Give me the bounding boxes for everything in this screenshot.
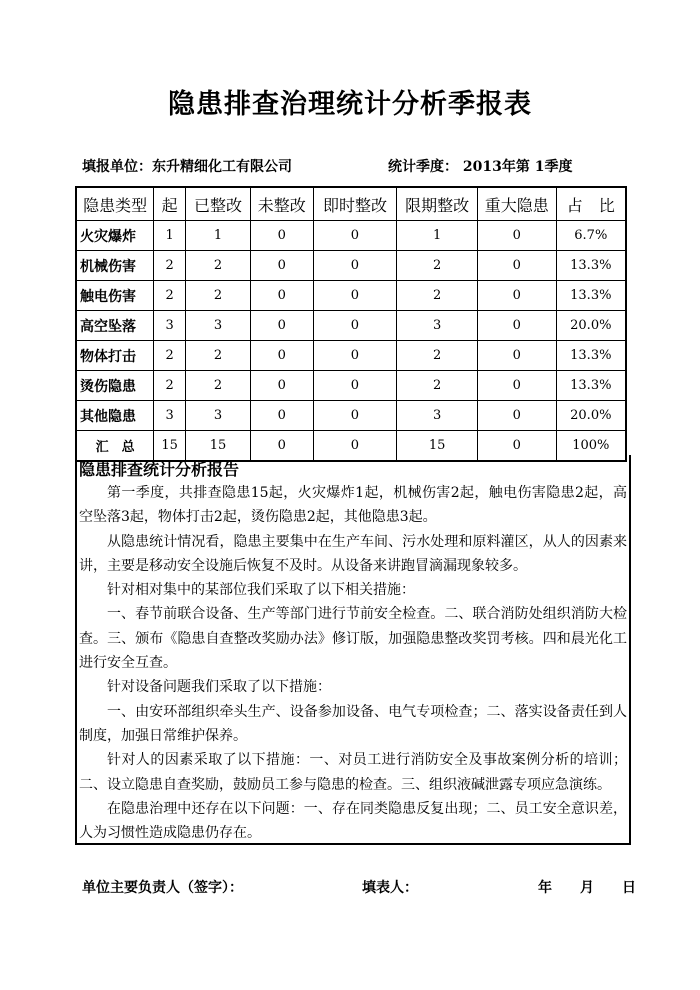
report-paragraph: 第一季度，共排查隐患15起，火灾爆炸1起，机械伤害2起，触电伤害隐患2起，高空坠落3起，物体打击2起，烫伤隐患2起，其他隐患3起。 bbox=[79, 485, 627, 526]
table-cell: 13.3% bbox=[556, 371, 626, 401]
table-row bbox=[76, 311, 626, 341]
table-cell: 3 bbox=[397, 311, 478, 341]
table-cell: 火灾爆炸 bbox=[76, 221, 154, 251]
table-cell: 100% bbox=[556, 431, 626, 462]
table-cell: 2 bbox=[154, 251, 186, 281]
date-label: 年 月 日 bbox=[538, 880, 636, 896]
table-cell: 0 bbox=[477, 431, 556, 462]
table-cell: 0 bbox=[250, 431, 313, 462]
column-header: 隐患类型 bbox=[76, 187, 154, 221]
table-cell: 2 bbox=[154, 341, 186, 371]
report-paragraph: 从隐患统计情况看，隐患主要集中在生产车间、污水处理和原料灌区，从人的因素来讲，主要是移动安全设施后恢复不及时。从设备来讲跑冒滴漏现象较多。 bbox=[79, 533, 627, 574]
table-cell: 0 bbox=[477, 401, 556, 431]
table-cell: 15 bbox=[186, 431, 251, 462]
table-cell: 0 bbox=[250, 341, 313, 371]
table-cell: 0 bbox=[313, 341, 397, 371]
table-cell: 0 bbox=[313, 311, 397, 341]
table-cell: 0 bbox=[250, 251, 313, 281]
report-paragraph: 针对人的因素采取了以下措施：一、对员工进行消防安全及事故案例分析的培训；二、设立隐患自查奖励，鼓励员工参与隐患的检查。三、组织液碱泄露专项应急演练。 bbox=[79, 752, 627, 793]
table-cell: 2 bbox=[186, 281, 251, 311]
table-cell: 20.0% bbox=[556, 401, 626, 431]
table-cell: 0 bbox=[313, 251, 397, 281]
table-row bbox=[76, 251, 626, 281]
table-cell: 烫伤隐患 bbox=[76, 371, 154, 401]
reporting-unit: 填报单位：东升精细化工有限公司 bbox=[82, 159, 292, 175]
table-cell: 3 bbox=[397, 401, 478, 431]
table-row bbox=[76, 221, 626, 251]
column-header: 占 比 bbox=[556, 187, 626, 221]
report-paragraph: 针对设备问题我们采取了以下措施： bbox=[107, 679, 331, 696]
report-paragraph: 针对相对集中的某部位我们采取了以下相关措施： bbox=[107, 582, 415, 599]
table-cell: 2 bbox=[397, 281, 478, 311]
table-cell: 0 bbox=[313, 431, 397, 462]
table-cell: 2 bbox=[154, 371, 186, 401]
table-cell: 0 bbox=[250, 401, 313, 431]
table-cell: 3 bbox=[186, 401, 251, 431]
table-cell: 2 bbox=[397, 371, 478, 401]
table-cell: 15 bbox=[154, 431, 186, 462]
table-cell: 0 bbox=[313, 221, 397, 251]
table-cell: 2 bbox=[397, 341, 478, 371]
table-cell: 0 bbox=[250, 221, 313, 251]
table-cell: 物体打击 bbox=[76, 341, 154, 371]
table-header-row bbox=[76, 187, 626, 221]
table-cell: 1 bbox=[186, 221, 251, 251]
table-cell: 13.3% bbox=[556, 251, 626, 281]
table-cell: 0 bbox=[477, 221, 556, 251]
leader-signature-label: 单位主要负责人（签字）： bbox=[82, 880, 243, 896]
table-cell: 2 bbox=[186, 341, 251, 371]
table-cell: 15 bbox=[397, 431, 478, 462]
table-cell: 0 bbox=[250, 311, 313, 341]
statistics-quarter: 统计季度： 2013年第 1季度 bbox=[388, 159, 573, 175]
column-header: 即时整改 bbox=[313, 187, 397, 221]
table-cell: 高空坠落 bbox=[76, 311, 154, 341]
table-cell: 0 bbox=[477, 311, 556, 341]
table-cell: 触电伤害 bbox=[76, 281, 154, 311]
table-cell: 0 bbox=[477, 251, 556, 281]
report-paragraph: 一、春节前联合设备、生产等部门进行节前安全检查。二、联合消防处组织消防大检查。三、颁布《隐患自查整改奖励办法》修订版，加强隐患整改奖罚考核。四和晨光化工进行安全互查。 bbox=[79, 606, 627, 672]
table-row bbox=[76, 341, 626, 371]
table-cell: 0 bbox=[313, 401, 397, 431]
table-row bbox=[76, 401, 626, 431]
page-title: 隐患排查治理统计分析季报表 bbox=[168, 89, 532, 120]
table-cell: 3 bbox=[186, 311, 251, 341]
column-header: 未整改 bbox=[250, 187, 313, 221]
table-row bbox=[76, 371, 626, 401]
table-cell: 0 bbox=[250, 281, 313, 311]
table-cell: 0 bbox=[250, 371, 313, 401]
analysis-report bbox=[75, 455, 631, 845]
table-cell: 1 bbox=[154, 221, 186, 251]
table-cell: 2 bbox=[154, 281, 186, 311]
report-paragraph: 一、由安环部组织牵头生产、设备参加设备、电气专项检查；二、落实设备责任到人制度，加强日常维护保养。 bbox=[79, 703, 627, 744]
table-cell: 0 bbox=[477, 371, 556, 401]
table-cell: 0 bbox=[477, 341, 556, 371]
table-cell: 0 bbox=[313, 281, 397, 311]
table-cell: 6.7% bbox=[556, 221, 626, 251]
report-heading: 隐患排查统计分析报告 bbox=[79, 460, 240, 479]
column-header: 重大隐患 bbox=[477, 187, 556, 221]
table-cell: 13.3% bbox=[556, 281, 626, 311]
table-cell: 1 bbox=[397, 221, 478, 251]
table-cell: 2 bbox=[186, 251, 251, 281]
hazard-statistics-table bbox=[75, 186, 627, 462]
table-row bbox=[76, 281, 626, 311]
table-cell: 0 bbox=[313, 371, 397, 401]
report-paragraph: 在隐患治理中还存在以下问题：一、存在同类隐患反复出现；二、员工安全意识差，人为习惯性造成隐患仍存在。 bbox=[79, 800, 627, 842]
table-cell: 汇 总 bbox=[76, 431, 154, 462]
filler-label: 填表人： bbox=[362, 880, 418, 896]
table-cell: 13.3% bbox=[556, 341, 626, 371]
table-cell: 2 bbox=[397, 251, 478, 281]
column-header: 限期整改 bbox=[397, 187, 478, 221]
table-cell: 2 bbox=[186, 371, 251, 401]
column-header: 已整改 bbox=[186, 187, 251, 221]
table-cell: 其他隐患 bbox=[76, 401, 154, 431]
table-cell: 20.0% bbox=[556, 311, 626, 341]
table-cell: 3 bbox=[154, 401, 186, 431]
table-cell: 机械伤害 bbox=[76, 251, 154, 281]
column-header: 起 bbox=[154, 187, 186, 221]
table-cell: 3 bbox=[154, 311, 186, 341]
table-cell: 0 bbox=[477, 281, 556, 311]
